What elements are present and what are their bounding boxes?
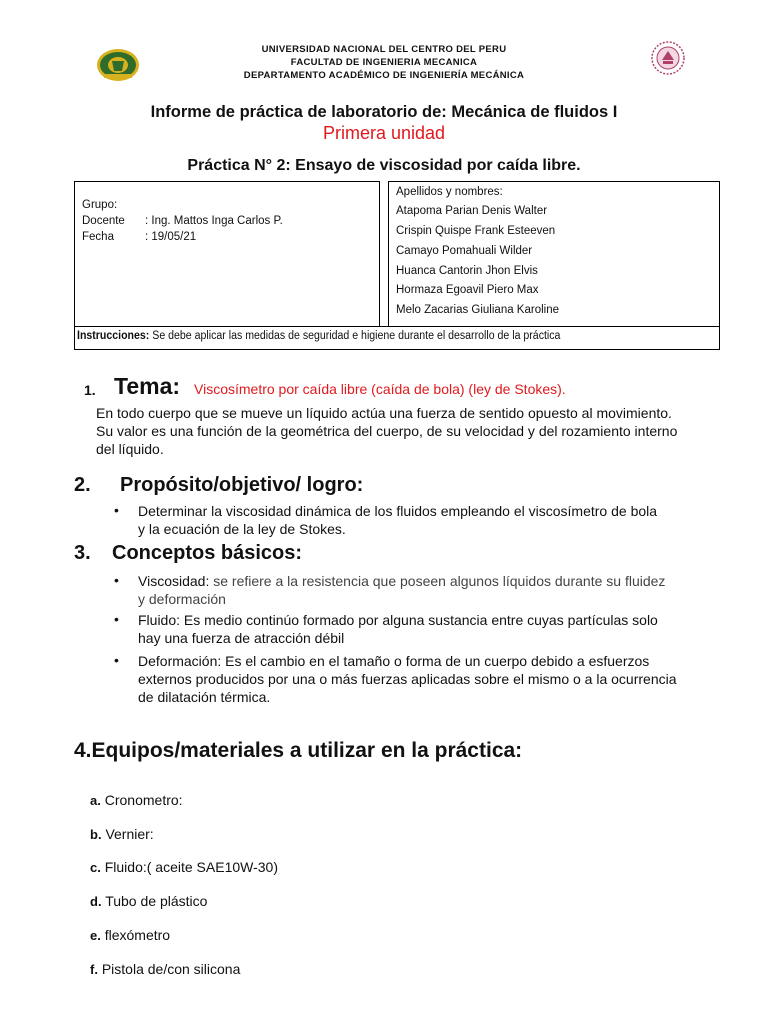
docente-label: Docente bbox=[82, 215, 125, 227]
bullet-icon: • bbox=[114, 572, 119, 588]
item-label: f. bbox=[90, 962, 98, 977]
fecha-value: : 19/05/21 bbox=[145, 231, 197, 243]
item-text: Fluido:( aceite SAE10W-30) bbox=[104, 859, 278, 875]
list-item bbox=[90, 892, 207, 911]
item-label: a. bbox=[90, 793, 101, 808]
section-3-number: 3. bbox=[74, 542, 91, 564]
section-4-title: 4.Equipos/materiales a utilizar en la práctica: bbox=[74, 739, 523, 762]
department-name: DEPARTAMENTO ACADÉMICO DE INGENIERÍA MECÁNICA bbox=[243, 70, 525, 81]
list-item bbox=[90, 926, 170, 945]
grupo-label: Grupo: bbox=[82, 199, 118, 211]
report-title: Informe de práctica de laboratorio de: Mecánica de fluidos I bbox=[150, 103, 618, 121]
group-info-box bbox=[74, 181, 380, 327]
instructions-label: Instrucciones: bbox=[77, 330, 150, 342]
section-2-title: Propósito/objetivo/ logro: bbox=[120, 474, 364, 496]
section-1-subtitle: Viscosímetro por caída libre (caída de bola) (ley de Stokes). bbox=[194, 381, 566, 397]
member-name: Atapoma Parian Denis Walter bbox=[396, 205, 548, 217]
section-2-number: 2. bbox=[74, 474, 91, 496]
item-label: e. bbox=[90, 928, 101, 943]
concepto-line: hay una fuerza de atracción débil bbox=[138, 630, 345, 646]
bullet-icon: • bbox=[114, 502, 119, 518]
list-item bbox=[90, 791, 183, 810]
item-text: Tubo de plástico bbox=[105, 893, 208, 909]
section-1-title: Tema: bbox=[114, 373, 181, 399]
list-item bbox=[90, 858, 278, 877]
university-name: UNIVERSIDAD NACIONAL DEL CENTRO DEL PERU bbox=[261, 44, 507, 55]
practice-title: Práctica N° 2: Ensayo de viscosidad por caída libre. bbox=[187, 157, 581, 174]
concepto-line: Fluido: Es medio continúo formado por alguna sustancia entre cuyas partículas solo bbox=[138, 612, 658, 628]
section-1-number: 1. bbox=[84, 382, 96, 398]
bullet-icon: • bbox=[114, 611, 119, 627]
member-name: Camayo Pomahuali Wilder bbox=[396, 245, 533, 257]
tema-text-line: Su valor es una función de la geométrica del cuerpo, de su velocidad y del rozamiento interno bbox=[96, 423, 678, 439]
member-name: Melo Zacarias Giuliana Karoline bbox=[396, 304, 559, 316]
members-label: Apellidos y nombres: bbox=[396, 186, 503, 198]
item-label: b. bbox=[90, 827, 102, 842]
item-text: Pistola de/con silicona bbox=[101, 961, 241, 977]
unit-title: Primera unidad bbox=[322, 123, 446, 143]
concepto-term: Viscosidad: bbox=[138, 573, 210, 589]
objetivo-line: Determinar la viscosidad dinámica de los fluidos empleando el viscosímetro de bola bbox=[138, 503, 658, 519]
instructions-box bbox=[74, 326, 720, 350]
concepto-definition: se refiere a la resistencia que poseen algunos líquidos durante su fluidez bbox=[209, 573, 666, 589]
list-item bbox=[90, 960, 240, 979]
item-text: Cronometro: bbox=[104, 792, 183, 808]
bullet-icon: • bbox=[114, 652, 119, 668]
instructions-text: Se debe aplicar las medidas de seguridad e higiene durante el desarrollo de la práctica bbox=[152, 330, 561, 342]
item-label: c. bbox=[90, 860, 101, 875]
item-text: flexómetro bbox=[104, 927, 171, 943]
concepto-line: y deformación bbox=[138, 591, 226, 607]
fecha-label: Fecha bbox=[82, 231, 114, 243]
tema-text-line: del líquido. bbox=[96, 441, 164, 457]
list-item bbox=[90, 825, 154, 844]
item-label: d. bbox=[90, 894, 102, 909]
item-text: Vernier: bbox=[105, 826, 154, 842]
objetivo-line: y la ecuación de la ley de Stokes. bbox=[138, 521, 346, 537]
member-name: Crispin Quispe Frank Esteeven bbox=[396, 225, 556, 237]
instructions-line bbox=[77, 330, 560, 342]
member-name: Hormaza Egoavil Piero Max bbox=[396, 284, 539, 296]
tema-text-line: En todo cuerpo que se mueve un líquido actúa una fuerza de sentido opuesto al movimiento. bbox=[96, 405, 672, 421]
docente-value: : Ing. Mattos Inga Carlos P. bbox=[145, 215, 283, 227]
concepto-line: Deformación: Es el cambio en el tamaño o forma de un cuerpo debido a esfuerzos bbox=[138, 653, 650, 669]
members-box bbox=[388, 181, 720, 327]
faculty-name: FACULTAD DE INGENIERIA MECANICA bbox=[290, 57, 478, 68]
section-3-title: Conceptos básicos: bbox=[112, 542, 303, 564]
member-name: Huanca Cantorin Jhon Elvis bbox=[396, 265, 538, 277]
concepto-viscosidad bbox=[138, 572, 665, 590]
concepto-line: externos producidos por una o más fuerzas aplicadas sobre el mismo o a la ocurrencia bbox=[138, 671, 677, 687]
concepto-line: de dilatación térmica. bbox=[138, 689, 271, 705]
